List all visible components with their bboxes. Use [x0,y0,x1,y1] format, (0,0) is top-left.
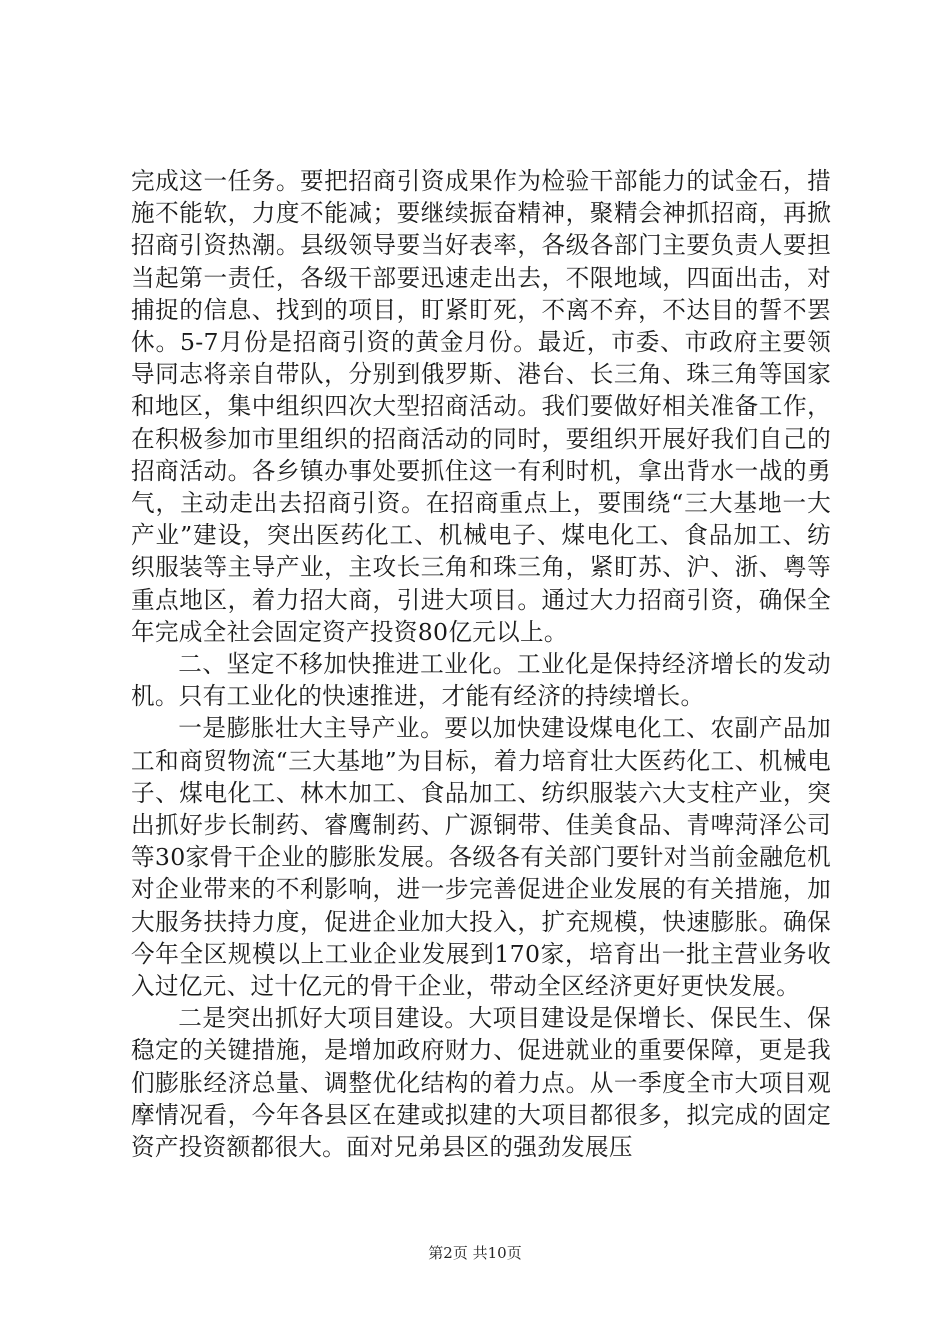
paragraph-2: 二、坚定不移加快推进工业化。工业化是保持经济增长的发动机。只有工业化的快速推进，才能有经济的持续增长。 [131,650,831,711]
paragraph-3: 一是膨胀壮大主导产业。要以加快建设煤电化工、农副产品加工和商贸物流“三大基地”为目标，着力培育壮大医药化工、机械电子、煤电化工、林木加工、食品加工、纺织服装六大支柱产业，突出抓好步长制药、睿鹰制药、广源铜带、佳美食品、青啤菏泽公司等30家骨干企业的膨胀发展。各级各有关部门要针对当前金融危机对企业带来的不利影响，进一步完善促进企业发展的有关措施，加大服务扶持力度，促进企业加大投入，扩充规模，快速膨胀。确保今年全区规模以上工业企业发展到170家，培育出一批主营业务收入过亿元、过十亿元的骨干企业，带动全区经济更好更快发展。 [131,714,831,1001]
body-text [131,165,831,1163]
paragraph-1: 完成这一任务。要把招商引资成果作为检验干部能力的试金石，措施不能软，力度不能减；要继续振奋精神，聚精会神抓招商，再掀招商引资热潮。县级领导要当好表率，各级各部门主要负责人要担当起第一责任，各级干部要迅速走出去，不限地域，四面出击，对捕捉的信息、找到的项目，盯紧盯死，不离不弃，不达目的誓不罢休。5-7月份是招商引资的黄金月份。最近，市委、市政府主要领导同志将亲自带队，分别到俄罗斯、港台、长三角、珠三角等国家和地区，集中组织四次大型招商活动。我们要做好相关准备工作，在积极参加市里组织的招商活动的同时，要组织开展好我们自己的招商活动。各乡镇办事处要抓住这一有利时机，拿出背水一战的勇气，主动走出去招商引资。在招商重点上，要围绕“三大基地一大产业”建设，突出医药化工、机械电子、煤电化工、食品加工、纺织服装等主导产业，主攻长三角和珠三角，紧盯苏、沪、浙、粤等重点地区，着力招大商，引进大项目。通过大力招商引资，确保全年完成全社会固定资产投资80亿元以上。 [131,167,831,646]
paragraph-4: 二是突出抓好大项目建设。大项目建设是保增长、保民生、保稳定的关键措施，是增加政府财力、促进就业的重要保障，更是我们膨胀经济总量、调整优化结构的着力点。从一季度全市大项目观摩情况看，今年各县区在建或拟建的大项目都很多，拟完成的固定资产投资额都很大。面对兄弟县区的强劲发展压 [131,1004,831,1162]
page-number-footer: 第2页 共10页 [428,1244,522,1262]
